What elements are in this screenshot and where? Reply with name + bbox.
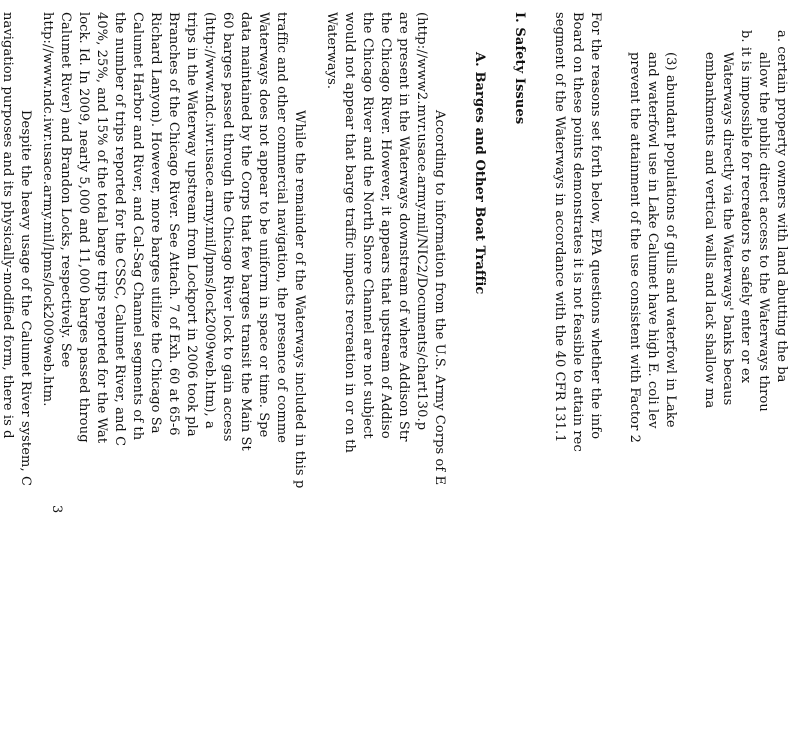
text-line: Calumet River) and Brandon Locks, respectively. See xyxy=(58,12,73,368)
text-line: trips in the Waterway upstream from Lockport in 2006 took pla xyxy=(184,12,199,437)
text-line: Branches of the Chicago River. See Attach. 7 of Exh. 60 at 65-6 xyxy=(166,12,181,436)
text-line: Board on these points demonstrates it is not feasible to attain rec xyxy=(570,12,585,452)
text-line: data maintained by the Corps that few barges transit the Main St xyxy=(238,12,253,451)
text-line: the Chicago River. However, it appears that upstream of Addiso xyxy=(378,12,393,439)
text-line: 60 barges passed through the Chicago River lock to gain access xyxy=(220,12,235,442)
text-line: (http://www2.mvr.usace.army.mil/NIC2/Documents/chart130.p xyxy=(414,12,429,431)
text-line: embankments and vertical walls and lack shallow ma xyxy=(702,52,717,409)
text-line: While the remainder of the Waterways included in this p xyxy=(292,110,307,489)
subsection-heading: A. Barges and Other Boat Traffic xyxy=(472,52,487,295)
text-line: Calumet Harbor and River, and Cal-Sag Channel segments of th xyxy=(130,12,145,441)
text-line: a. certain property owners with land abutting the ba xyxy=(774,30,789,383)
text-line: Waterways. xyxy=(324,12,339,90)
text-line: the number of trips reported for the CSSC, Calumet River, and C xyxy=(112,12,127,447)
text-line: allow the public direct access to the Waterways throu xyxy=(756,52,771,412)
text-line: and waterfowl use in Lake Calumet have high E. coli lev xyxy=(645,52,660,429)
text-line: Despite the heavy usage of the Calumet River system, C xyxy=(18,110,33,486)
text-line: would not appear that barge traffic impacts recreation in or on th xyxy=(342,12,357,453)
text-line: Waterways does not appear to be uniform in space or time. Spe xyxy=(256,12,271,438)
text-line: traffic and other commercial navigation, the presence of comme xyxy=(274,12,289,444)
text-line: According to information from the U.S. Army Corps of E xyxy=(432,110,447,486)
text-line: lock. Id. In 2009, nearly 5,000 and 11,000 barges passed throug xyxy=(76,12,91,443)
text-line: navigation purposes and its physically-modified form, there is d xyxy=(0,12,15,439)
text-line: b. it is impossible for recreators to safely enter or ex xyxy=(738,30,753,384)
text-line: prevent the attainment of the use consistent with Factor 2 xyxy=(627,52,642,443)
section-heading: I. Safety Issues xyxy=(512,12,527,125)
text-line: segment of the Waterways in accordance with the 40 CFR 131.1 xyxy=(552,12,567,443)
text-line: For the reasons set forth below, EPA questions whether the info xyxy=(588,12,603,440)
text-line: (http://www.ndc.iwr.usace.army.mil/lpms/lock2009web.htm), a xyxy=(202,12,217,429)
page-number: 3 xyxy=(49,505,64,514)
text-line: are present in the Waterways downstream of where Addison Str xyxy=(396,12,411,442)
text-line: Richard Lanyon). However, more barges utilize the Chicago Sa xyxy=(148,12,163,434)
text-line: the Chicago River and the North Shore Channel are not subject xyxy=(360,12,375,439)
text-line: (3) abundant populations of gulls and waterfowl in Lake xyxy=(663,52,678,428)
text-line: 40%, 25%, and 15% of the total barge trips reported for the Wat xyxy=(94,12,109,444)
text-line: Waterways directly via the Waterways' banks becaus xyxy=(720,52,735,406)
text-line: http://www.ndc.iwr.usace.army.mil/lpms/lock2009web.htm. xyxy=(40,12,55,407)
